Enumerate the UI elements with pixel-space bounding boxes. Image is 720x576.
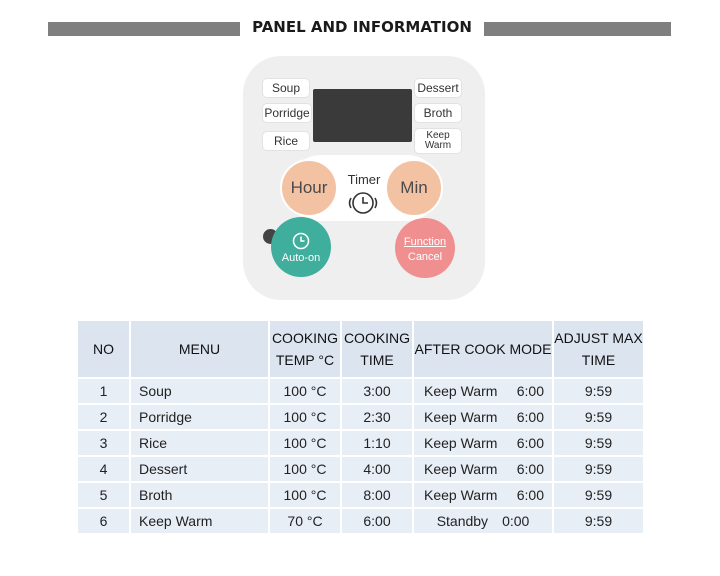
broth-button[interactable]: Broth	[415, 104, 461, 122]
table-row	[77, 456, 644, 482]
table-row	[77, 404, 644, 430]
row-time: 2:30	[341, 404, 413, 430]
row-max-time: 9:59	[553, 508, 644, 534]
row-mode: Keep Warm	[424, 461, 498, 477]
auto-on-label: Auto-on	[281, 252, 321, 264]
row-menu: Broth	[130, 482, 269, 508]
control-panel	[243, 56, 485, 300]
header-adjust-max	[553, 320, 644, 378]
row-temp: 100 °C	[269, 430, 341, 456]
row-max-time: 9:59	[553, 430, 644, 456]
row-no: 3	[77, 430, 130, 456]
row-temp: 100 °C	[269, 456, 341, 482]
keep-warm-label-line2: Warm	[424, 140, 452, 151]
table-row	[77, 482, 644, 508]
row-no: 4	[77, 456, 130, 482]
cancel-label: Cancel	[407, 251, 443, 263]
row-time: 8:00	[341, 482, 413, 508]
row-after-cook	[413, 456, 553, 482]
row-no: 5	[77, 482, 130, 508]
lcd-display	[313, 89, 412, 142]
soup-button[interactable]: Soup	[263, 79, 309, 97]
row-mode-time: 6:00	[516, 383, 544, 399]
rice-button[interactable]: Rice	[263, 132, 309, 150]
row-mode-time: 6:00	[516, 409, 544, 425]
row-after-cook	[413, 508, 553, 534]
table-row	[77, 378, 644, 404]
row-mode: Keep Warm	[424, 409, 498, 425]
row-mode-time: 0:00	[502, 513, 530, 529]
info-table	[76, 319, 645, 535]
timer-clock-icon	[345, 189, 381, 217]
row-mode: Standby	[436, 513, 489, 529]
row-after-cook	[413, 430, 553, 456]
row-menu: Dessert	[130, 456, 269, 482]
auto-on-button[interactable]	[271, 217, 331, 277]
row-temp: 70 °C	[269, 508, 341, 534]
row-time: 1:10	[341, 430, 413, 456]
header-adjust-line1: ADJUST MAX	[554, 330, 643, 346]
header-adjust-line2: TIME	[581, 352, 616, 368]
header-menu: MENU	[130, 320, 269, 378]
header-temp-line2: TEMP °C	[275, 352, 335, 368]
row-after-cook	[413, 482, 553, 508]
row-mode-time: 6:00	[516, 435, 544, 451]
row-after-cook	[413, 378, 553, 404]
timer-label: Timer	[347, 172, 381, 187]
header-no: NO	[77, 320, 130, 378]
row-menu: Soup	[130, 378, 269, 404]
header-temp-line1: COOKING	[271, 330, 339, 346]
page-title: PANEL AND INFORMATION	[252, 18, 472, 36]
keep-warm-button[interactable]	[415, 129, 461, 153]
header-time-line2: TIME	[360, 352, 394, 368]
row-no: 2	[77, 404, 130, 430]
title-bar-right	[484, 22, 671, 36]
row-mode-time: 6:00	[516, 461, 544, 477]
row-max-time: 9:59	[553, 482, 644, 508]
row-mode-time: 6:00	[516, 487, 544, 503]
row-max-time: 9:59	[553, 378, 644, 404]
row-no: 1	[77, 378, 130, 404]
row-menu: Keep Warm	[130, 508, 269, 534]
row-mode: Keep Warm	[424, 383, 498, 399]
header-time-line1: COOKING	[343, 330, 411, 346]
table-header-row	[77, 320, 644, 378]
row-temp: 100 °C	[269, 482, 341, 508]
row-temp: 100 °C	[269, 378, 341, 404]
table-row	[77, 508, 644, 534]
row-after-cook	[413, 404, 553, 430]
row-no: 6	[77, 508, 130, 534]
min-button[interactable]: Min	[385, 159, 443, 217]
row-time: 3:00	[341, 378, 413, 404]
title-bar-left	[48, 22, 240, 36]
row-max-time: 9:59	[553, 404, 644, 430]
row-menu: Rice	[130, 430, 269, 456]
keep-warm-label-line1: Keep	[426, 130, 450, 141]
clock-icon	[291, 231, 311, 251]
header-time	[341, 320, 413, 378]
row-menu: Porridge	[130, 404, 269, 430]
function-cancel-button[interactable]	[395, 218, 455, 278]
row-mode: Keep Warm	[424, 487, 498, 503]
dessert-button[interactable]: Dessert	[415, 79, 461, 97]
porridge-button[interactable]: Porridge	[264, 106, 310, 120]
function-label: Function	[403, 236, 447, 248]
table-row	[77, 430, 644, 456]
row-time: 6:00	[341, 508, 413, 534]
row-mode: Keep Warm	[424, 435, 498, 451]
row-temp: 100 °C	[269, 404, 341, 430]
hour-button[interactable]: Hour	[280, 159, 338, 217]
header-temp	[269, 320, 341, 378]
header-after-cook: AFTER COOK MODE	[413, 320, 553, 378]
row-max-time: 9:59	[553, 456, 644, 482]
row-time: 4:00	[341, 456, 413, 482]
